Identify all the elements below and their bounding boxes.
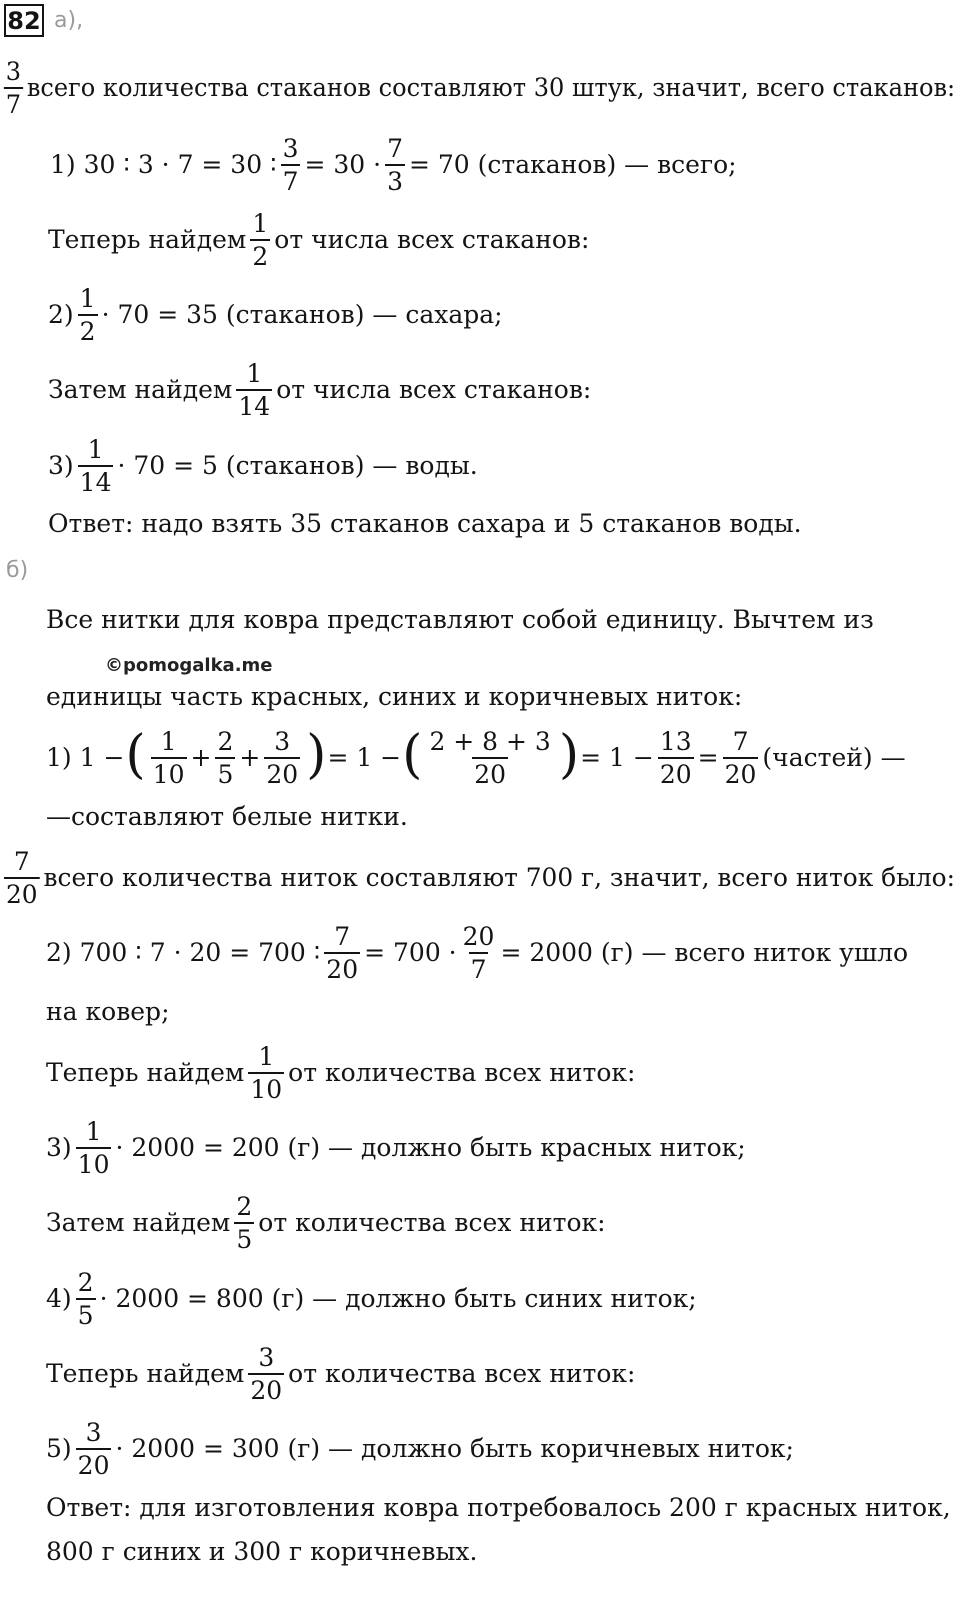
b-line2: единицы часть красных, синих и коричневых ниток: — [46, 682, 743, 711]
fraction-sum-20: 2 + 8 + 3 20 — [429, 727, 551, 789]
b-answer-2: 800 г синих и 300 г коричневых. — [46, 1537, 478, 1566]
b-step3: 3) 1 10 · 2000 = 200 (г) — должно быть красных ниток; — [46, 1117, 746, 1179]
problem-number: 82 — [4, 4, 44, 37]
a-half-intro: Теперь найдем 1 2 от числа всех стаканов: — [48, 209, 590, 271]
part-b-label: б) — [6, 558, 29, 583]
b-step5: 5) 3 20 · 2000 = 300 (г) — должно быть коричневых ниток; — [46, 1418, 794, 1480]
fraction-3-20: 3 20 — [77, 1418, 110, 1480]
b-fifth-intro: Затем найдем 2 5 от количества всех ниток: — [46, 1192, 606, 1254]
b-step1-cont: —составляют белые нитки. — [46, 802, 408, 831]
a-intro-text: всего количества стаканов составляют 30 штук, значит, всего стаканов: — [26, 73, 956, 102]
b-intro-line: 7 20 всего количества ниток составляют 700 г, значит, всего ниток было: — [5, 847, 955, 909]
b-step4: 4) 2 5 · 2000 = 800 (г) — должно быть синих ниток; — [46, 1268, 697, 1330]
b-twentieth-intro: Теперь найдем 3 20 от количества всех ниток: — [46, 1343, 636, 1405]
fraction-1-10: 1 10 — [152, 727, 185, 789]
a-fourteenth-intro: Затем найдем 1 14 от числа всех стаканов: — [48, 359, 592, 421]
fraction-7-3: $\frac{7}{3}$ — [387, 134, 403, 196]
b-answer-1: Ответ: для изготовления ковра потребовалось 200 г красных ниток, — [46, 1493, 951, 1522]
a-step3: 3) 1 14 · 70 = 5 (стаканов) — воды. — [48, 435, 478, 497]
fraction-3-7: $\frac{3}{7}$ — [282, 134, 299, 196]
a-step2: 2) 1 2 · 70 = 35 (стаканов) — сахара; — [48, 284, 503, 346]
part-a-label: а), — [54, 8, 84, 33]
fraction-13-20: $\frac{13}{20}$ — [659, 727, 692, 789]
b-step1: 1) 1 − ( 1 10 + $\frac{2}{5}$ + $\frac{3}{20}$ ) = 1 − ( 2 + 8 + 3 20 ) = 1 − $\frac{13}{20}$ = $\frac{7}{20}$ (частей) — — [46, 725, 906, 789]
fraction-1-10: 1 10 — [250, 1042, 283, 1104]
fraction-7-20: $\frac{7}{20}$ — [724, 727, 757, 789]
fraction-2-5: $\frac{2}{5}$ — [217, 727, 234, 789]
fraction-1-10: 1 10 — [77, 1117, 110, 1179]
b-step2: 2) 700 ∶ 7 · 20 = 700 ∶ $\frac{7}{20}$ = 700 · $\frac{20}{7}$ = 2000 (г) — всего ниток ушло — [46, 922, 909, 984]
fraction-1-2: 1 2 — [79, 284, 96, 346]
b-step2-cont: на ковер; — [46, 997, 170, 1026]
fraction-7-20: $\frac{7}{20}$ — [326, 922, 359, 984]
fraction-3-20: 3 20 — [250, 1343, 283, 1405]
watermark: ©pomogalka.me — [105, 655, 273, 676]
fraction-20-7: $\frac{20}{7}$ — [462, 922, 495, 984]
a-intro-line — [0, 57, 956, 119]
fraction-3-7: 3 7 — [5, 57, 22, 119]
fraction-7-20: 7 20 — [5, 847, 38, 909]
fraction-1-14: 1 14 — [238, 359, 271, 421]
b-tenth-intro: Теперь найдем 1 10 от количества всех ниток: — [46, 1042, 636, 1104]
fraction-3-20: $\frac{3}{20}$ — [266, 727, 299, 789]
b-line1: Все нитки для ковра представляют собой единицу. Вычтем из — [46, 605, 874, 634]
fraction-1-14: 1 14 — [79, 435, 112, 497]
a-step1: 1) 30 ∶ 3 · 7 = 30 ∶ $\frac{3}{7}$ = 30 · $\frac{7}{3}$ = 70 (стаканов) — всего; — [50, 134, 737, 196]
fraction-2-5: 2 5 — [77, 1268, 94, 1330]
fraction-2-5: 2 5 — [236, 1192, 253, 1254]
a-answer: Ответ: надо взять 35 стаканов сахара и 5 стаканов воды. — [48, 509, 802, 538]
fraction-1-2: 1 2 — [252, 209, 269, 271]
